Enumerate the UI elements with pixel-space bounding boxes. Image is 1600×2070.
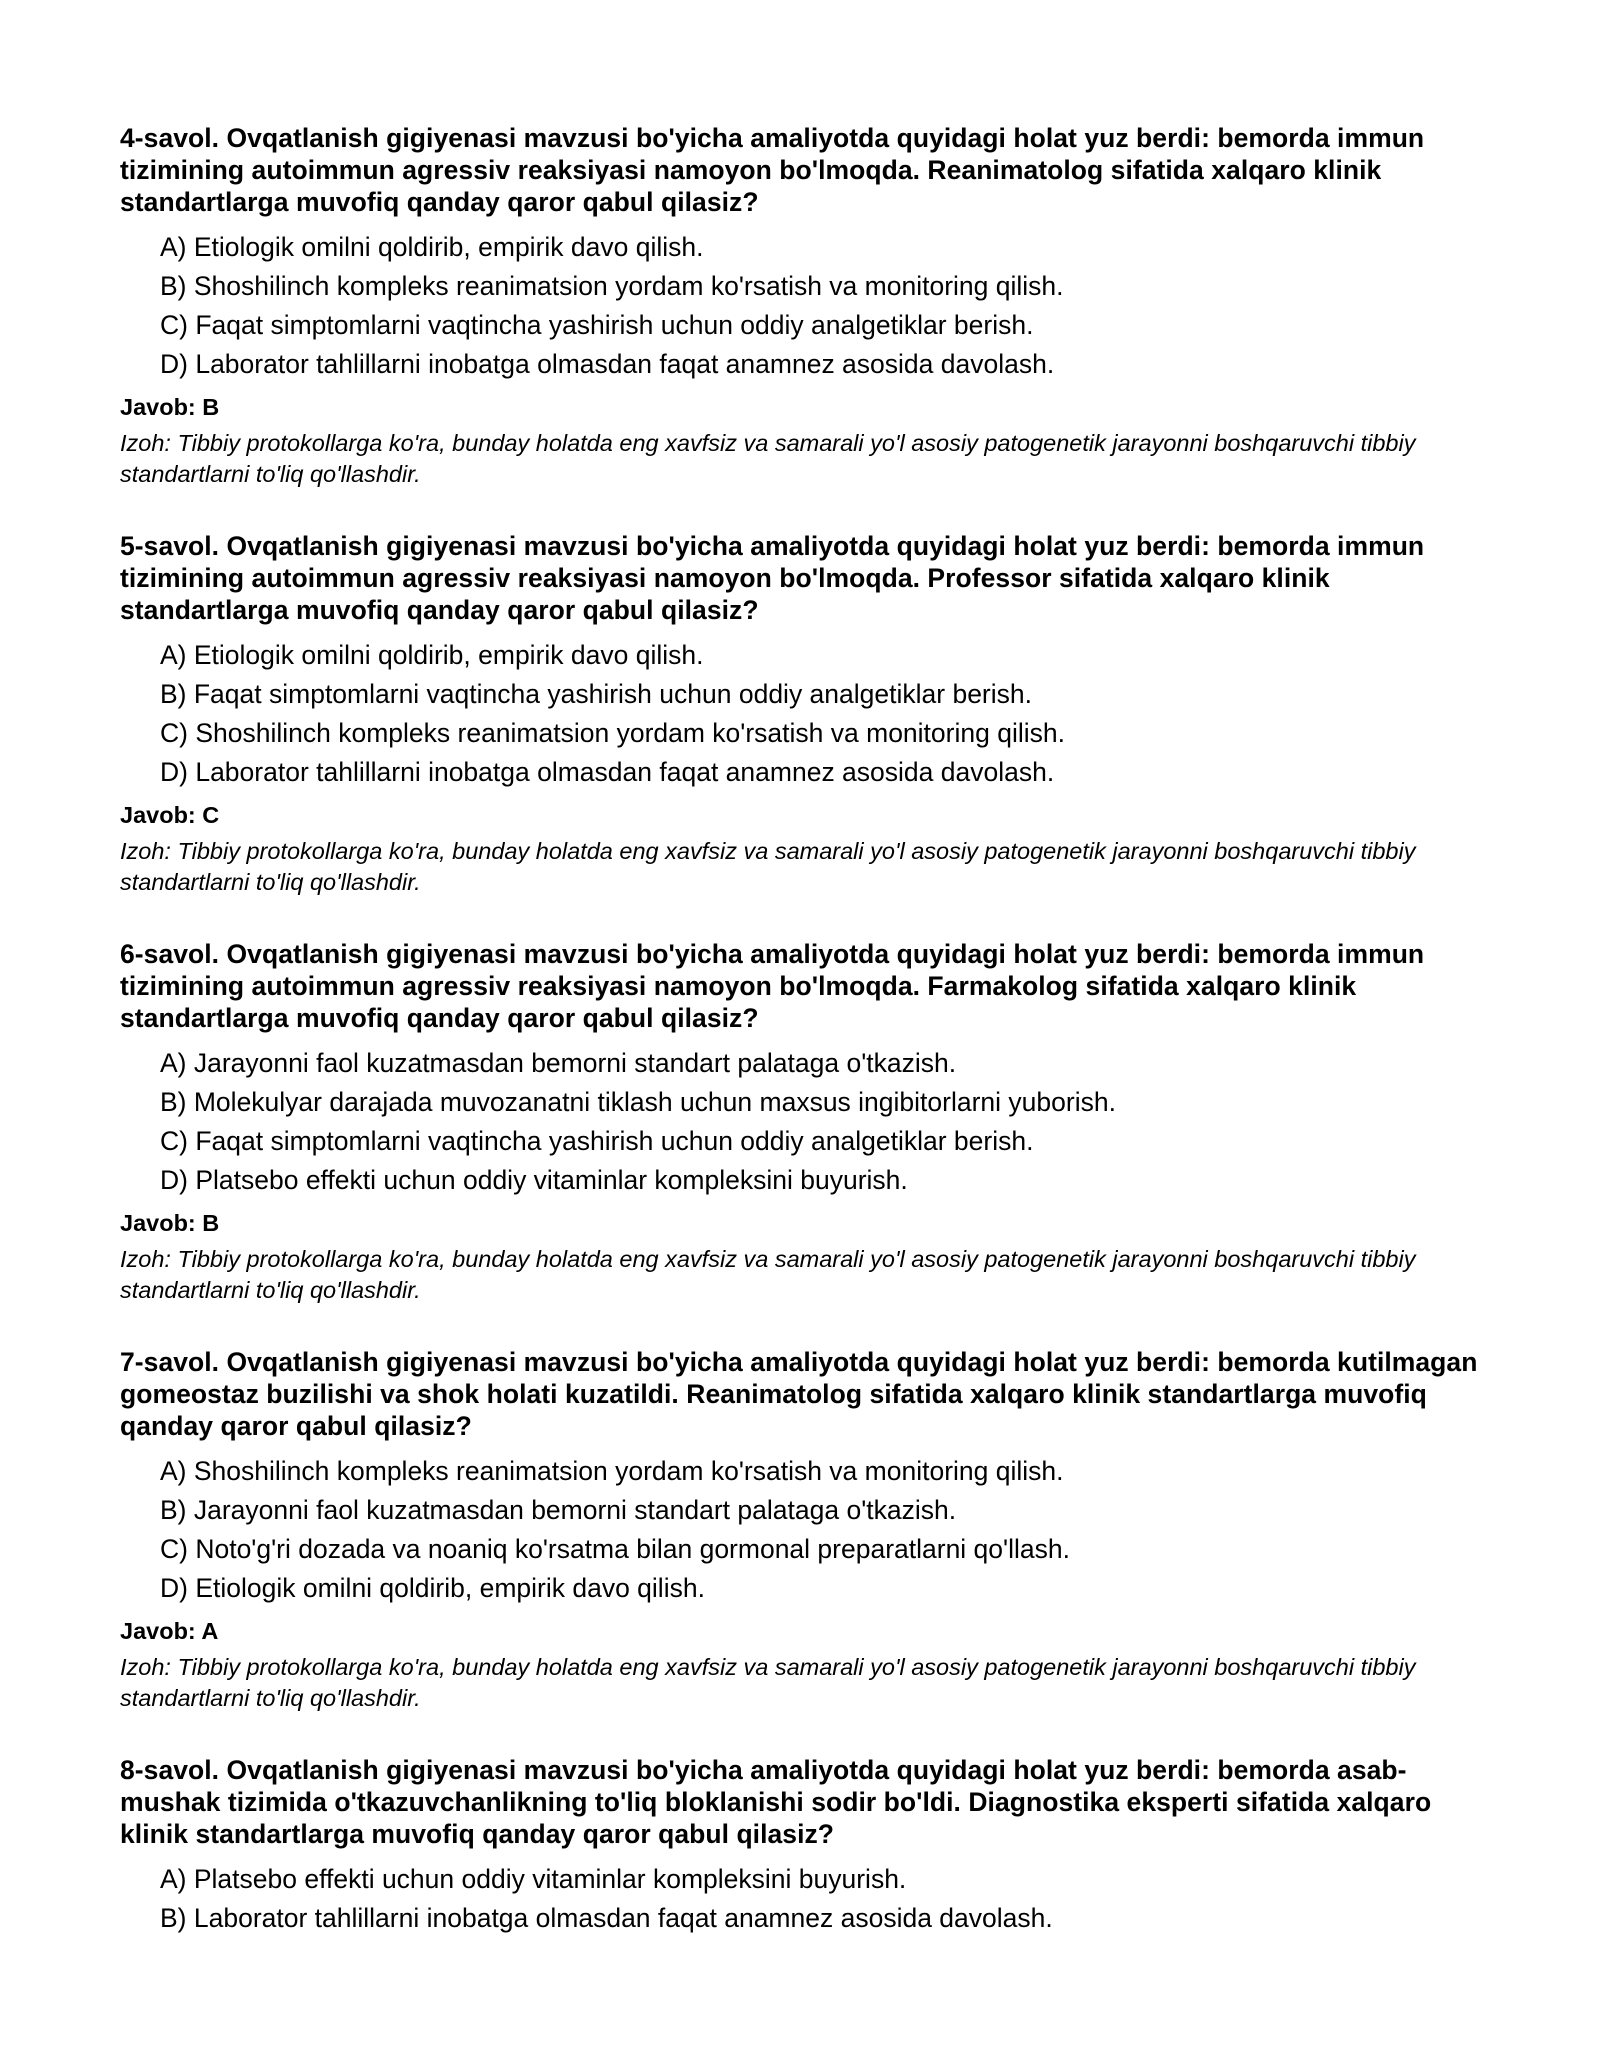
explanation-note: Izoh: Tibbiy protokollarga ko'ra, bunday holatda eng xavfsiz va samarali yo'l asosiy patogenetik jarayonni boshqaruvchi tibbiy standartlarni to'liq qo'llashdir. bbox=[120, 1246, 1416, 1303]
option-d: D) Etiologik omilni qoldirib, empirik davo qilish. bbox=[160, 1573, 705, 1603]
option-b: B) Shoshilinch kompleks reanimatsion yordam ko'rsatish va monitoring qilish. bbox=[160, 271, 1064, 301]
question-6 bbox=[120, 938, 1500, 1306]
option-list bbox=[120, 636, 1500, 792]
answer-label: Javob: C bbox=[120, 802, 220, 828]
explanation-note: Izoh: Tibbiy protokollarga ko'ra, bunday holatda eng xavfsiz va samarali yo'l asosiy patogenetik jarayonni boshqaruvchi tibbiy standartlarni to'liq qo'llashdir. bbox=[120, 430, 1416, 487]
question-7 bbox=[120, 1346, 1500, 1714]
option-b: B) Faqat simptomlarni vaqtincha yashirish uchun oddiy analgetiklar berish. bbox=[160, 679, 1032, 709]
explanation-note: Izoh: Tibbiy protokollarga ko'ra, bunday holatda eng xavfsiz va samarali yo'l asosiy patogenetik jarayonni boshqaruvchi tibbiy standartlarni to'liq qo'llashdir. bbox=[120, 1654, 1416, 1711]
option-d: D) Laborator tahlillarni inobatga olmasdan faqat anamnez asosida davolash. bbox=[160, 757, 1055, 787]
option-list bbox=[120, 228, 1500, 384]
option-list bbox=[120, 1860, 1500, 1938]
document-page bbox=[120, 122, 1500, 1978]
option-c: C) Noto'g'ri dozada va noaniq ko'rsatma bilan gormonal preparatlarni qo'llash. bbox=[160, 1534, 1070, 1564]
option-b: B) Jarayonni faol kuzatmasdan bemorni standart palataga o'tkazish. bbox=[160, 1495, 957, 1525]
question-title: 5-savol. Ovqatlanish gigiyenasi mavzusi bo'yicha amaliyotda quyidagi holat yuz berdi: bemorda immun tizimining autoimmun agressiv reaksiyasi namoyon bo'lmoqda. Professor sifatida xalqaro klinik standartlarga muvofiq qanday qaror qabul qilasiz? bbox=[120, 531, 1425, 625]
answer-label: Javob: A bbox=[120, 1618, 219, 1644]
option-b: B) Molekulyar darajada muvozanatni tiklash uchun maxsus ingibitorlarni yuborish. bbox=[160, 1087, 1116, 1117]
option-a: A) Shoshilinch kompleks reanimatsion yordam ko'rsatish va monitoring qilish. bbox=[160, 1456, 1064, 1486]
option-a: A) Jarayonni faol kuzatmasdan bemorni standart palataga o'tkazish. bbox=[160, 1048, 957, 1078]
option-a: A) Platsebo effekti uchun oddiy vitaminlar kompleksini buyurish. bbox=[160, 1864, 907, 1894]
option-c: C) Faqat simptomlarni vaqtincha yashirish uchun oddiy analgetiklar berish. bbox=[160, 1126, 1034, 1156]
option-list bbox=[120, 1044, 1500, 1200]
answer-label: Javob: B bbox=[120, 394, 220, 420]
option-c: C) Shoshilinch kompleks reanimatsion yordam ko'rsatish va monitoring qilish. bbox=[160, 718, 1065, 748]
option-list bbox=[120, 1452, 1500, 1608]
answer-label: Javob: B bbox=[120, 1210, 220, 1236]
question-title: 6-savol. Ovqatlanish gigiyenasi mavzusi bo'yicha amaliyotda quyidagi holat yuz berdi: bemorda immun tizimining autoimmun agressiv reaksiyasi namoyon bo'lmoqda. Farmakolog sifatida xalqaro klinik standartlarga muvofiq qanday qaror qabul qilasiz? bbox=[120, 939, 1425, 1033]
option-a: A) Etiologik omilni qoldirib, empirik davo qilish. bbox=[160, 640, 704, 670]
option-a: A) Etiologik omilni qoldirib, empirik davo qilish. bbox=[160, 232, 704, 262]
question-8 bbox=[120, 1754, 1500, 1938]
option-c: C) Faqat simptomlarni vaqtincha yashirish uchun oddiy analgetiklar berish. bbox=[160, 310, 1034, 340]
question-5 bbox=[120, 530, 1500, 898]
option-d: D) Laborator tahlillarni inobatga olmasdan faqat anamnez asosida davolash. bbox=[160, 349, 1055, 379]
question-title: 7-savol. Ovqatlanish gigiyenasi mavzusi bo'yicha amaliyotda quyidagi holat yuz berdi: bemorda kutilmagan gomeostaz buzilishi va shok holati kuzatildi. Reanimatolog sifatida xalqaro klinik standartlarga muvofiq qanday qaror qabul qilasiz? bbox=[120, 1347, 1478, 1441]
question-title: 4-savol. Ovqatlanish gigiyenasi mavzusi bo'yicha amaliyotda quyidagi holat yuz berdi: bemorda immun tizimining autoimmun agressiv reaksiyasi namoyon bo'lmoqda. Reanimatolog sifatida xalqaro klinik standartlarga muvofiq qanday qaror qabul qilasiz? bbox=[120, 123, 1425, 217]
explanation-note: Izoh: Tibbiy protokollarga ko'ra, bunday holatda eng xavfsiz va samarali yo'l asosiy patogenetik jarayonni boshqaruvchi tibbiy standartlarni to'liq qo'llashdir. bbox=[120, 838, 1416, 895]
option-d: D) Platsebo effekti uchun oddiy vitaminlar kompleksini buyurish. bbox=[160, 1165, 908, 1195]
question-title: 8-savol. Ovqatlanish gigiyenasi mavzusi bo'yicha amaliyotda quyidagi holat yuz berdi: bemorda asab-mushak tizimida o'tkazuvchanlikning to'liq bloklanishi sodir bo'ldi. Diagnostika eksperti sifatida xalqaro klinik standartlarga muvofiq qanday qaror qabul qilasiz? bbox=[120, 1755, 1432, 1849]
question-4 bbox=[120, 122, 1500, 490]
option-b: B) Laborator tahlillarni inobatga olmasdan faqat anamnez asosida davolash. bbox=[160, 1903, 1053, 1933]
